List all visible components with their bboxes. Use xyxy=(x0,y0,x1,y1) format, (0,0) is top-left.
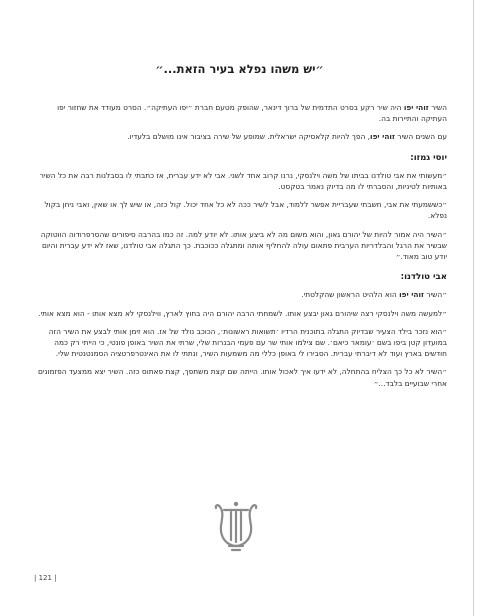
lyre-emblem-icon xyxy=(212,498,260,556)
quote-paragraph: ״כששמעתי את אבי, חשבתי שעבריית אפשר ללמוד, אבל לשיר ככה לא כל אחד יכול. קול כזה, או שיש לך או שאין, ואבי ניחן בקול נפלא. xyxy=(44,200,447,221)
quote-paragraph: ״מעשותי את אבי טולדנו בביתו של משה וילנסקי, נרנו קרוב אחד לשני. אבי לא ידע עברית, אז כתבתי לו בסבלנות רבה את כל השיר באותיות לטיניות, והסברתי לו מה בדיוק נאמר בטקסט. xyxy=(39,170,447,192)
intro-text: השיר xyxy=(428,103,447,112)
quote-paragraph: ״למעשה משה וילנסקי רצה שיהורם גאון יבצע אותו. לשמחתי הרבה יהורם היה בחוץ לארץ, ווילנסקי לא מצא אותו - הוא מצא אותי. xyxy=(38,308,447,318)
song-name: זוהי יפו xyxy=(403,103,429,112)
intro-text: היה שיר רקע בסרט התדמית של ברוך דינאר, שהופק מטעם חברת ״יפו העתיקה״. הסרט מעודד את שחזור יפו העתיקה והתיירות בה. xyxy=(57,103,447,124)
page-number: | 121 | xyxy=(34,574,57,582)
quote-text: הוא הלהיט הראשון שהקלטתי. xyxy=(301,290,400,300)
speaker-heading-gamzo: יוסי גמזו: xyxy=(410,152,447,163)
quote-paragraph: ״הוא נזכר בילד הצעיר שבדיוק התגלה בתוכנית הרדיו ׳תשואות ראשונות׳, הכוכב נולד של אז. הוא זימן אותי לבצע את השיר הזה במועדון קטן ביפו בשם ׳עומאר כיאם׳. שם צילמו אותי שר עם פעמי הבנרות שלי, שרתי את השיר באופן פונטי, כי הייתי רק כמה חודשים בארץ ועוד לא דיברתי עברית. הסבירו לי באופן כללי מה משמעות השיר, ונתתי לו את האינטרפרטציה הסמנטנטית שלי. xyxy=(48,326,447,359)
page-body xyxy=(32,62,447,396)
song-name: זוהי יפו xyxy=(370,132,395,142)
song-name: זוהי יפו xyxy=(399,290,424,300)
intro-text: עם השנים השיר xyxy=(394,132,447,142)
intro-paragraph-1 xyxy=(32,102,447,124)
page-edge-rule xyxy=(473,0,474,616)
quote-text: ״השיר xyxy=(423,290,447,300)
quote-paragraph xyxy=(32,289,447,300)
speaker-heading-toledano: אבי טולדנו: xyxy=(400,272,447,283)
quote-paragraph: ״השיר היה אמור להיות של יהורם גאון, והוא משום מה לא ביצע אותו. לא יודע למה. זה כמו בהרבה סיפורים שהסרפרודוה הווטוקה שבשיר את הרגל והבלדריות הערבית פתאום עולה להחליף אותה ומתגלה ככוכבת. כך התגלה אבי טולדנו, שאז לא ידע עברית והיום יודע טוב מאוד.״ xyxy=(40,229,447,262)
page-title: ״יש משהו נפלא בעיר הזאת...״ xyxy=(155,62,324,76)
intro-text: , הפך להיות קלאסיקה ישראלית. שמופע של שירה בציבור אינו מושלם בלעדיו. xyxy=(127,132,371,142)
quote-paragraph: ״השיר לא כל כך הצליח בהתחלה, לא ידעו איך לאכול אותו. הייתה שם קצת משתפך, קצת פאתוס כזה. השיר יצא ממצעד הפזמונים אחרי שבועיים בלבד...״ xyxy=(38,367,447,388)
intro-paragraph-2 xyxy=(32,131,447,142)
